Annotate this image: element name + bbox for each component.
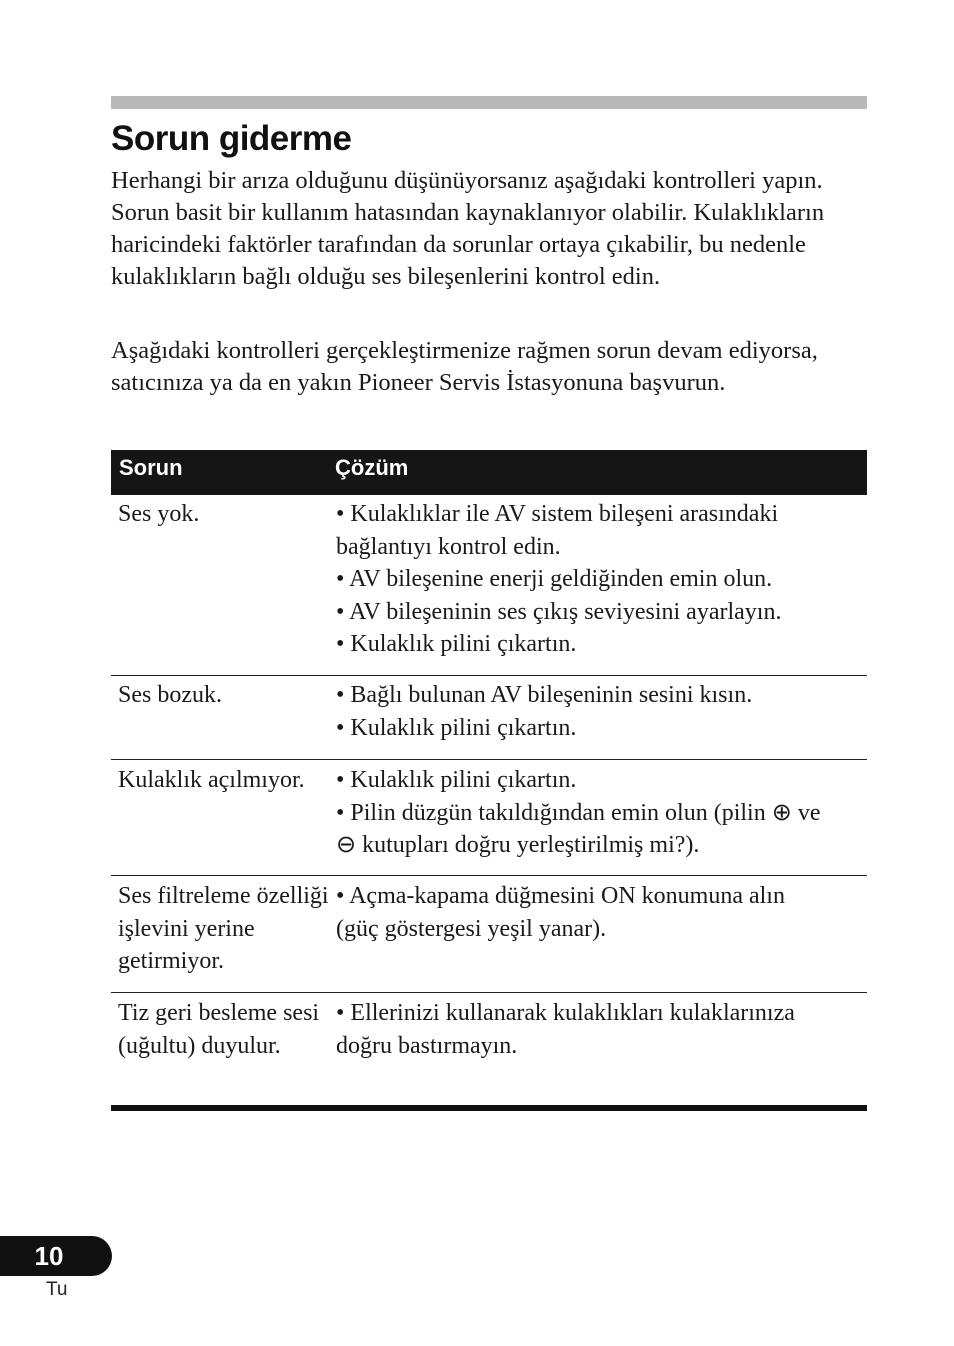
problem-cell: Tiz geri besleme sesi (uğultu) duyulur. — [118, 1000, 320, 1059]
page-number: 10 — [0, 1236, 112, 1276]
table-row — [111, 876, 867, 993]
problem-cell: Ses bozuk. — [118, 682, 222, 708]
solution-line: bağlantıyı kontrol edin. — [336, 533, 561, 560]
intro-paragraph-2: Aşağıdaki kontrolleri gerçekleştirmenize rağmen sorun devam ediyorsa, satıcınıza ya da en yakın Pioneer Servis İstasyonuna başvurun. — [111, 337, 818, 396]
table-row — [111, 676, 867, 760]
problem-cell: Ses yok. — [118, 501, 200, 527]
solution-line: ⊖ kutupları doğru yerleştirilmiş mi?). — [336, 832, 700, 858]
solution-line: • Pilin düzgün takıldığından emin olun (pilin ⊕ ve — [336, 799, 821, 826]
troubleshooting-table — [111, 450, 867, 1111]
table-header — [111, 450, 867, 495]
solution-cell — [329, 498, 867, 675]
language-code: Tu — [46, 1279, 68, 1300]
solution-cell — [329, 764, 867, 875]
section-header-bar — [111, 96, 867, 109]
table-row — [111, 760, 867, 876]
solution-line: • AV bileşeninin ses çıkış seviyesini ayarlayın. — [336, 598, 782, 625]
solution-line: • AV bileşenine enerji geldiğinden emin olun. — [336, 566, 773, 592]
solution-line: doğru bastırmayın. — [336, 1032, 518, 1059]
solution-line: • Kulaklık pilini çıkartın. — [336, 631, 577, 657]
problem-cell: Kulaklık açılmıyor. — [118, 767, 305, 793]
solution-cell — [329, 679, 867, 759]
table-row — [111, 495, 867, 676]
table-row — [111, 993, 867, 1111]
solution-line: • Ellerinizi kullanarak kulaklıkları kulaklarınıza — [336, 1000, 795, 1026]
solution-line: • Kulaklık pilini çıkartın. — [336, 767, 577, 793]
solution-cell — [329, 997, 867, 1105]
solution-line: (güç göstergesi yeşil yanar). — [336, 915, 607, 942]
page-title: Sorun giderme — [111, 119, 352, 158]
solution-line: • Kulaklık pilini çıkartın. — [336, 714, 577, 741]
solution-line: • Bağlı bulunan AV bileşeninin sesini kısın. — [336, 682, 753, 708]
solution-line: • Açma-kapama düğmesini ON konumuna alın — [336, 883, 785, 909]
solution-line: • Kulaklıklar ile AV sistem bileşeni arasındaki — [336, 501, 779, 527]
intro-paragraph-1: Herhangi bir arıza olduğunu düşünüyorsanız aşağıdaki kontrolleri yapın. Sorun basit bir kullanım hatasından kaynaklanıyor olabilir. Kulaklıkların haricindeki faktörler tarafından da sorunlar ortaya çıkabilir, bu nedenle kulaklıkların bağlı olduğu ses bileşenlerini kontrol edin. — [111, 167, 825, 290]
solution-cell — [329, 880, 867, 992]
header-problem: Sorun — [119, 455, 183, 480]
problem-cell: Ses filtreleme özelliği işlevini yerine getirmiyor. — [118, 883, 329, 974]
header-solution: Çözüm — [335, 455, 409, 480]
